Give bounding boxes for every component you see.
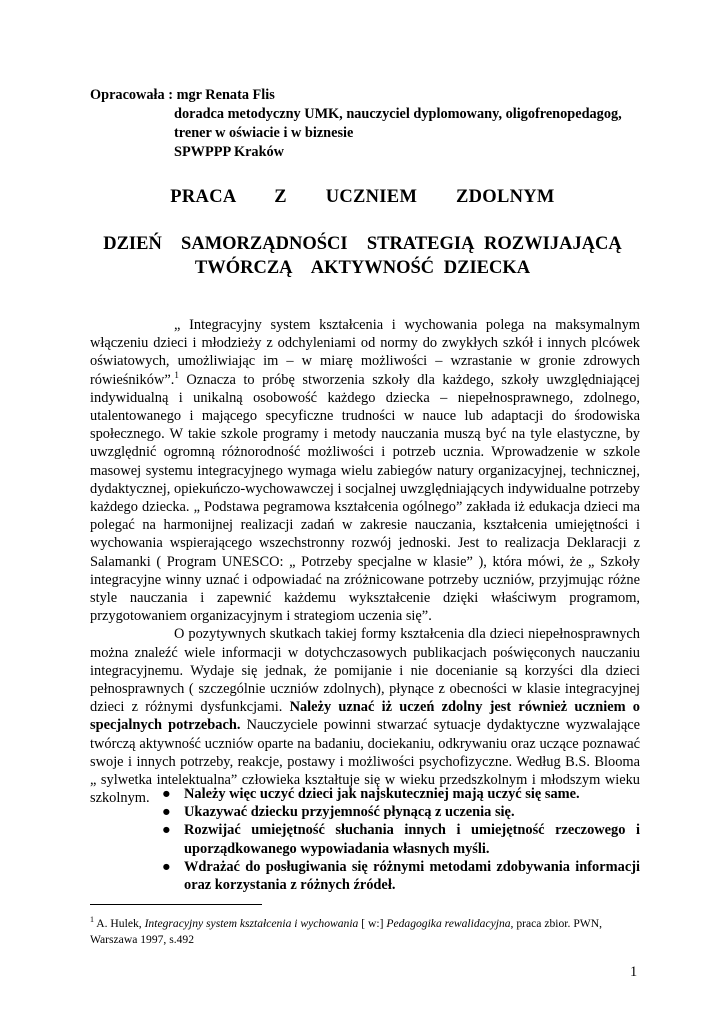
page-title: PRACA Z UCZNIEM ZDOLNYM <box>170 187 555 207</box>
list-item: ● Wdrażać do posługiwania się różnymi metodami zdobywania informacji oraz korzystania z różnych źródeł. <box>162 858 640 894</box>
footnote: $^1$ A. Hulek, Integracyjny system kształcenia i wychowania [ w:] Pedagogika rewalidacyjna, praca zbior. PWN, Warszawa 1997, s.492 <box>90 915 602 946</box>
list-item: ● Rozwijać umiejętność słuchania innych i umiejętność rzeczowego i uporządkowanego wypowiadania własnych myśli. <box>162 822 640 857</box>
list-item: ● Ukazywać dziecku przyjemność płynącą z uczenia się. <box>162 804 515 821</box>
bullet-icon: ● <box>162 858 171 875</box>
subtitle-line-1: DZIEŃ SAMORZĄDNOŚCI STRATEGIĄ ROZWIJAJĄCĄ <box>103 234 622 254</box>
bullet-icon: ● <box>162 822 171 839</box>
bullet-list <box>160 785 640 894</box>
author-trainer: trener w oświacie i w biznesie <box>174 125 354 141</box>
bullet-icon: ● <box>162 786 171 802</box>
list-item: ● Należy więc uczyć dzieci jak najskuteczniej mają uczyć się same. <box>162 786 580 802</box>
body-text <box>90 316 640 807</box>
author-role: doradca metodyczny UMK, nauczyciel dyplomowany, oligofrenopedagog, <box>174 106 622 122</box>
paragraph-1: „ Integracyjny system kształcenia i wychowania polega na maksymalnym włączeniu dzieci i młodzieży z odchyleniami od normy do zwykłych szkół i innych plcówek oświatowych, umożliwiając im – w miarę możliwości – wzrastanie w gronie zdrowych rówieśników”.$^1$ Oznacza to próbę stworzenia szkoły dla każdego, szkoły uwzględniającej indywidualną i unikalną osobowość każdego dziecka – niepełnosprawnego, zdolnego, utalentowanego i mającego specyficzne trudności w nauce lub adaptacji do środowiska społecznego. W takie szkole programy i metody nauczania muszą być na tyle elastyczne, by uwzględnić ogromną różnorodność możliwości i potrzeb ucznia. Wprowadzenie w szkole masowej systemu integracyjnego wymaga wielu zabiegów natury organizacyjnej, technicznej, dydaktycznej, opiekuńczo-wychowawczej i socjalnej uwzględniających indywidualne potrzeby każdego dziecka. „ Podstawa pegramowa kształcenia ogólnego” zakłada iż edukacja dzieci ma polegać na harmonijnej realizacji zadań w zakresie nauczania, kształcenia umiejętności i wychowania wspierającego wszechstronny rozwój jednoski. Jest to realizacja Deklaracji z Salamanki ( Program UNESCO: „ Potrzeby specjalne w klasie” ), która mówi, że „ Szkoły integracyjne winny uznać i odpowiadać na zróżnicowane potrzeby uczniów, przyjmując różne style nauczania i zapewnić każdemu wykształcenie dzięki właściwym programom, przygotowaniem organizacyjnym i strategiom uczenia się”. <box>90 317 640 625</box>
author-institution: SPWPPP Kraków <box>174 144 285 160</box>
subtitle <box>0 232 725 280</box>
footnote-divider <box>90 904 262 905</box>
paragraph-2: O pozytywnych skutkach takiej formy kształcenia dla dzieci niepełnosprawnych można znaleźć wiele informacji w dotychczasowych publikacjach poświęconych nauczaniu integracyjnemu. Wydaje się jednak, że pomijanie i nie docenianie są korzyści dla dzieci pełnosprawnych ( szczególnie uczniów zdolnych), płynące z obecności w klasie integracyjnej dzieci z różnymi dysfunkcjami. Należy uznać iż uczeń zdolny jest również uczniem o specjalnych potrzebach. Nauczyciele powinni stwarzać sytuacje dydaktyczne wyzwalające twórczą aktywność uczniów oparte na badaniu, dociekaniu, odkrywaniu oraz uczące poznawać swoje i innych potrzeby, reakcje, postawy i możliwości psychofizyczne. Według B.S. Blooma „ sylwetka intelektualna” człowieka kształtuje się w wieku przedszkolnym i młodszym wieku szkolnym. <box>90 626 641 807</box>
author-name: mgr Renata Flis <box>176 87 275 103</box>
author-label: Opracowała : <box>90 87 173 103</box>
subtitle-line-2: TWÓRCZĄ AKTYWNOŚĆ DZIECKA <box>194 258 531 278</box>
bullet-icon: ● <box>162 804 171 821</box>
emphasis-text: Należy uznać iż uczeń zdolny jest również uczniem o specjalnych potrzebach. <box>90 699 640 734</box>
page-number: 1 <box>630 964 638 980</box>
footnote-ref: 1 <box>174 369 179 380</box>
